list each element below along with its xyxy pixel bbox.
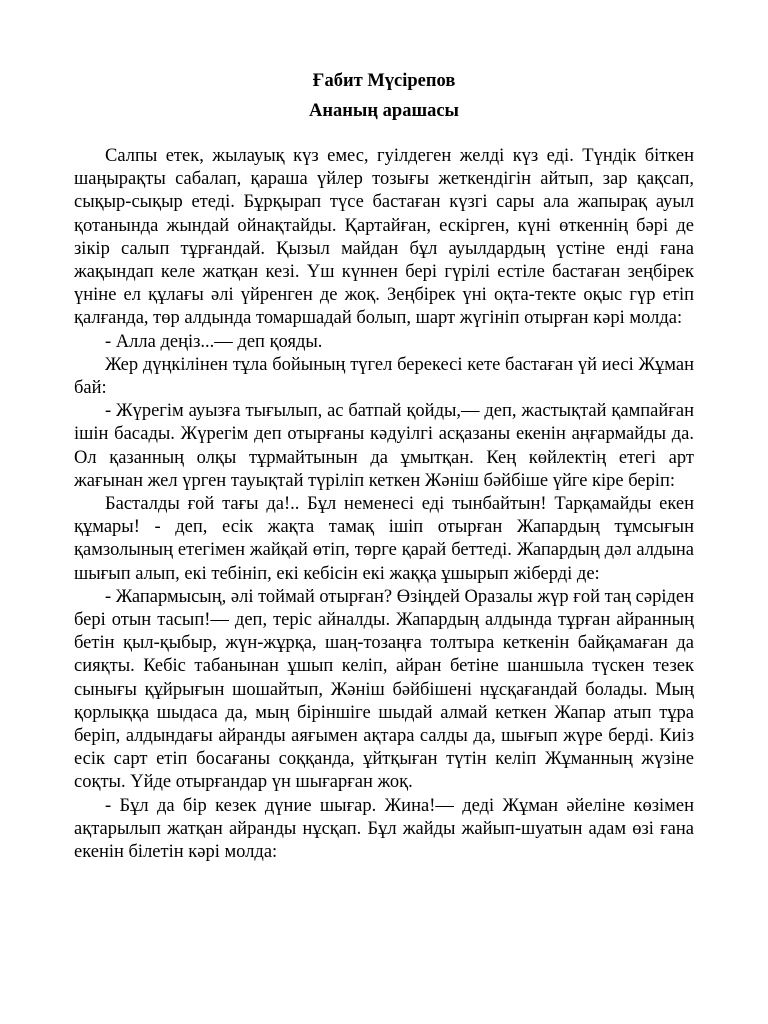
paragraph: - Алла деңіз...— деп қояды. <box>105 331 323 352</box>
story-title: Ананың арашасы <box>309 101 459 121</box>
paragraph: - Жүрегім ауызға тығылып, ас батпай қойды,— деп, жастықтай қампайған ішін басады. Жүрегім деп отырғаны кәдуілгі асқазаны екенін аңғармайды да. Ол қазанның олқы тұрмайтынын да ұмытқан. Кең көйлектің етегі арт жағынан жел үрген тауықтай түріліп кеткен Жәніш бәйбіше үйге кіре беріп: <box>74 401 694 491</box>
paragraph: - Бұл да бір кезек дүние шығар. Жина!— деді Жұман әйеліне көзімен ақтарылып жатқан айранды нұсқап. Бұл жайды жайып-шуатын адам өзі ғана екенін білетін кәрі молда: <box>74 795 694 863</box>
paragraph: Салпы етек, жылауық күз емес, гуілдеген желді күз еді. Түндік біткен шаңырақты сабалап, қараша үйлер тозығы жеткендігін айтып, зар қақсап, сықыр-сықыр етеді. Бұрқырап түсе бастаған күзгі сары ала жапырақ ауыл қотанында жындай ойнақтайды. Қартайған, ескірген, күні өткеннің бәрі де зікір салып тұрғандай. Қызыл майдан бұл ауылдардың үстіне енді ғана жақындап келе жатқан кезі. Үш күннен бері гүрілі естіле бастаған зеңбірек үніне ел құлағы әлі үйренген де жоқ. Зеңбірек үні оқта-текте оқыс гүр етіп қалғанда, төр алдында томаршадай болып, шарт жүгініп отырған кәрі молда: <box>74 146 694 329</box>
paragraph: Жер дүңкілінен тұла бойының түгел берекесі кете бастаған үй иесі Жұман бай: <box>74 354 694 399</box>
paragraph: - Жапармысың, әлі тоймай отырған? Өзіңдей Оразалы жүр ғой таң сәріден бері отын тасып!— деп, теріс айналды. Жапардың алдында тұрған айранның бетін қыл-қыбыр, жүн-жұрқа, шаң-тозаңға толтыра кеткенін байқамаған да сияқты. Кебіс табанынан ұшып келіп, айран бетіне шаншыла түскен тезек сынығы құйрығын шошайтып, Жәніш бәйбішені нұсқағандай болады. Мың қорлыққа шыдаса да, мың біріншіге шыдай алмай кеткен Жапар атып тұра беріп, алдындағы айранды аяғымен ақтара салды да, шығып жүре берді. Киіз есік сарт етіп босағаны соққанда, ұйтқыған түтін келіп Жұманның жүзіне соқты. Үйде отырғандар үн шығарған жоқ. <box>74 586 695 793</box>
paragraph: Басталды ғой тағы да!.. Бұл неменесі еді тынбайтын! Тарқамайды екен құмары! - деп, есік жақта тамақ ішіп отырған Жапардың тұмсығын қамзолының етегімен жайқай өтіп, төрге қарай беттеді. Жапардың дәл алдына шығып алып, екі тебініп, екі кебісін екі жаққа ұшырып жіберді де: <box>74 494 694 584</box>
author-name: Ғабит Мүсірепов <box>312 71 456 91</box>
document-body <box>74 66 694 864</box>
